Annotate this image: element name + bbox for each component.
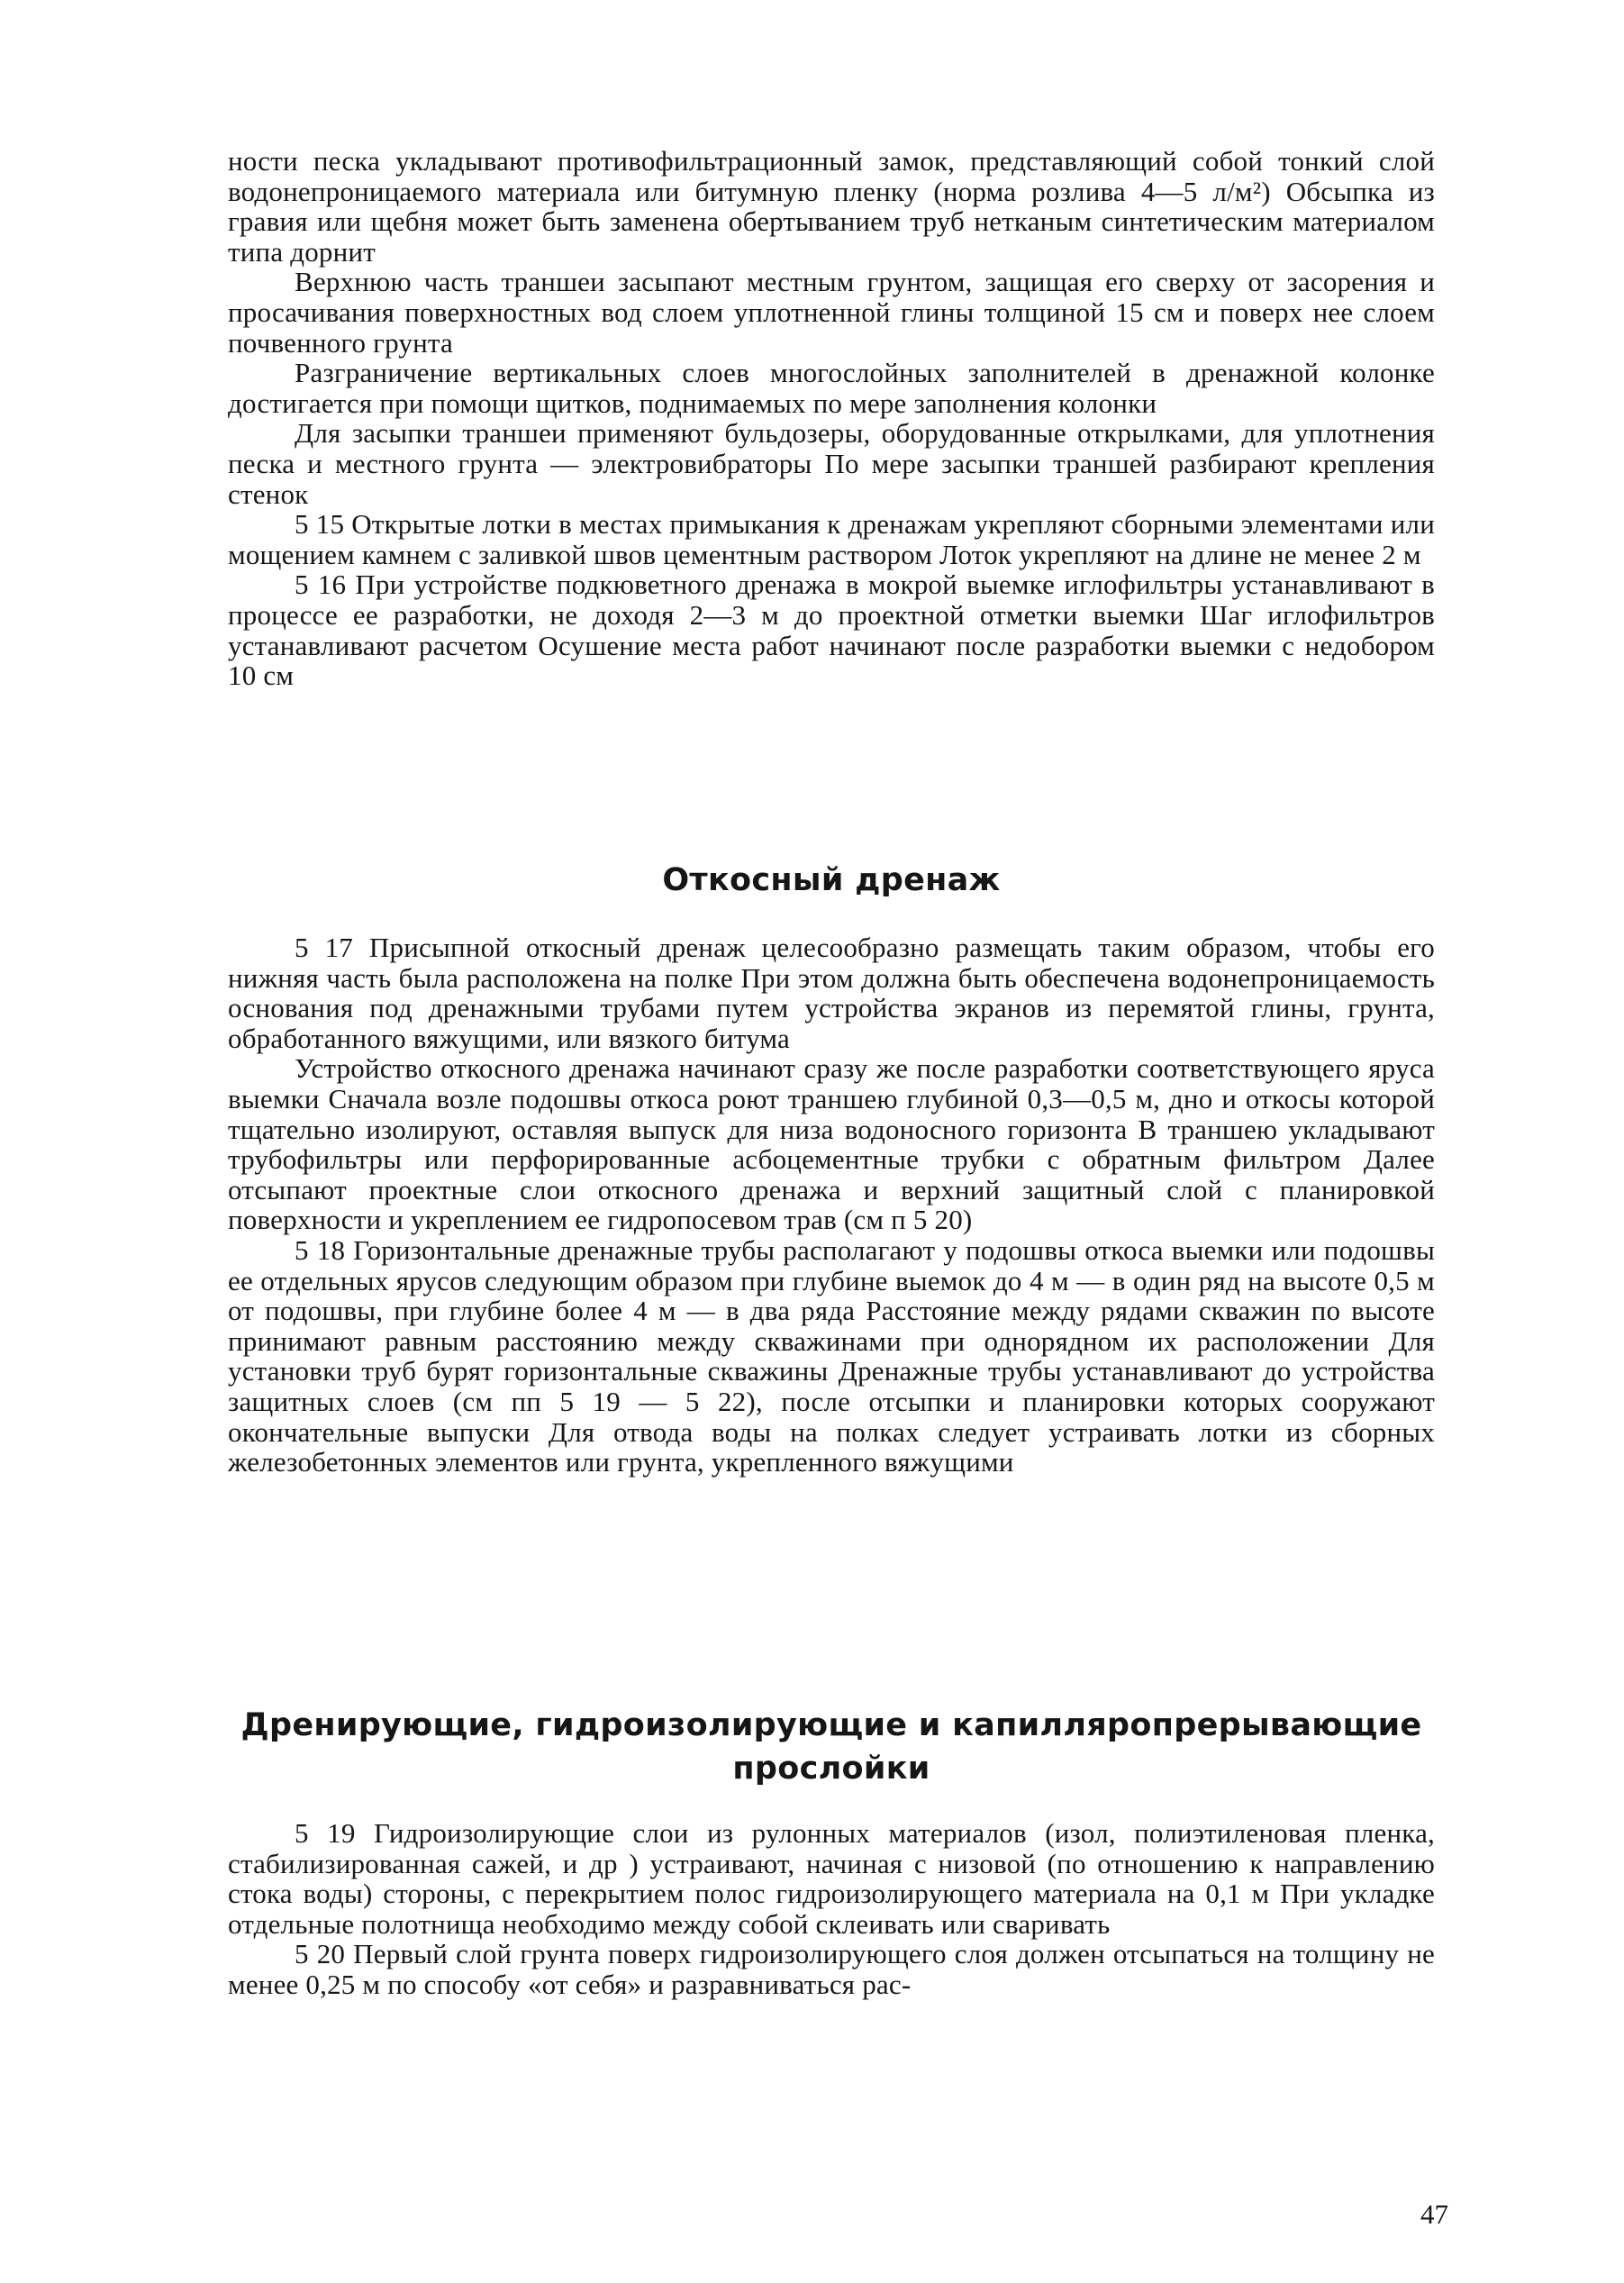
paragraph-5-19: 5 19 Гидроизолирующие слои из рулонных материалов (изол, полиэтиленовая пленка, стабилизированная сажей, и др ) устраивают, начиная с низовой (по отношению к направлению стока воды) стороны, с перекрытием полос гидроизолирующего материала на 0,1 м При укладке отдельные полотнища необходимо между собой склеивать или сваривать — [228, 1817, 1435, 1940]
paragraph-5-20: 5 20 Первый слой грунта поверх гидроизолирующего слоя должен отсыпаться на толщину не менее 0,25 м по способу «от себя» и разравниваться рас- — [228, 1938, 1435, 2000]
paragraph-5-15: 5 15 Открытые лотки в местах примыкания к дренажам укрепляют сборными элементами или мощением камнем с заливкой швов цементным раствором Лоток укрепляют на длине не менее 2 м — [228, 508, 1435, 570]
page-number: 47 — [1420, 2198, 1448, 2230]
section-heading-interlayers: Дренирующие, гидроизолирующие и капилляропрерывающие прослойки — [240, 1707, 1422, 1787]
paragraph-trench-backfill: Для засыпки траншеи применяют бульдозеры, оборудованные открылками, для уплотнения песка и местного грунта — электровибраторы По мере засыпки траншей разбирают крепления стенок — [228, 417, 1435, 510]
paragraph-5-17: 5 17 Присыпной откосный дренаж целесообразно размещать таким образом, чтобы его нижняя часть была расположена на полке При этом должна быть обеспечена водонепроницаемость основания под дренажными трубами путем устройства экранов из перемятой глины, грунта, обработанного вяжущими, или вязкого битума — [228, 932, 1435, 1054]
paragraph-layer-separation: Разграничение вертикальных слоев многослойных заполнителей в дренажной колонке достигается при помощи щитков, поднимаемых по мере заполнения колонки — [228, 357, 1435, 419]
paragraph-slope-drainage-construction: Устройство откосного дренажа начинают сразу же после разработки соответствующего яруса выемки Сначала возле подошвы откоса роют траншею глубиной 0,3—0,5 м, дно и откосы которой тщательно изолируют, оставляя выпуск для низа водоносного горизонта В траншею укладывают трубофильтры или перфорированные асбоцементные трубки с обратным фильтром Далее отсыпают проектные слои откосного дренажа и верхний защитный слой с планировкой поверхности и укреплением ее гидропосевом трав (см п 5 20) — [228, 1052, 1435, 1236]
section-heading-slope-drainage: Откосный дренаж — [662, 862, 1001, 898]
text-block-slope-drainage — [228, 932, 1435, 1478]
text-block-interlayers — [228, 1818, 1435, 2000]
paragraph-filter-lock: ности песка укладывают противофильтрационный замок, представляющий собой тонкий слой водонепроницаемого материала или битумную пленку (норма розлива 4—5 л/м²) Обсыпка из гравия или щебня может быть заменена обертыванием труб нетканым синтетическим материалом типа дорнит — [228, 145, 1435, 268]
paragraph-5-16: 5 16 При устройстве подкюветного дренажа в мокрой выемке иглофильтры устанавливают в процессе ее разработки, не доходя 2—3 м до проектной отметки выемки Шаг иглофильтров устанавливают расчетом Осушение места работ начинают после разработки выемки с недобором 10 см — [228, 568, 1435, 692]
text-block-continuation — [228, 146, 1435, 691]
paragraph-5-18: 5 18 Горизонтальные дренажные трубы располагают у подошвы откоса выемки или подошвы ее отдельных ярусов следующим образом при глубине выемок до 4 м — в один ряд на высоте 0,5 м от подошвы, при глубине более 4 м — в два ряда Расстояние между рядами скважин по высоте принимают равным расстоянию между скважинами при однорядном их расположении Для установки труб бурят горизонтальные скважины Дренажные трубы устанавливают до устройства защитных слоев (см пп 5 19 — 5 22), после отсыпки и планировки которых сооружают окончательные выпуски Для отвода воды на полках следует устраивать лотки из сборных железобетонных элементов или грунта, укрепленного вяжущими — [228, 1233, 1435, 1478]
paragraph-trench-top-fill: Верхнюю часть траншеи засыпают местным грунтом, защищая его сверху от засорения и просачивания поверхностных вод слоем уплотненной глины толщиной 15 см и поверх нее слоем почвенного грунта — [228, 266, 1435, 359]
